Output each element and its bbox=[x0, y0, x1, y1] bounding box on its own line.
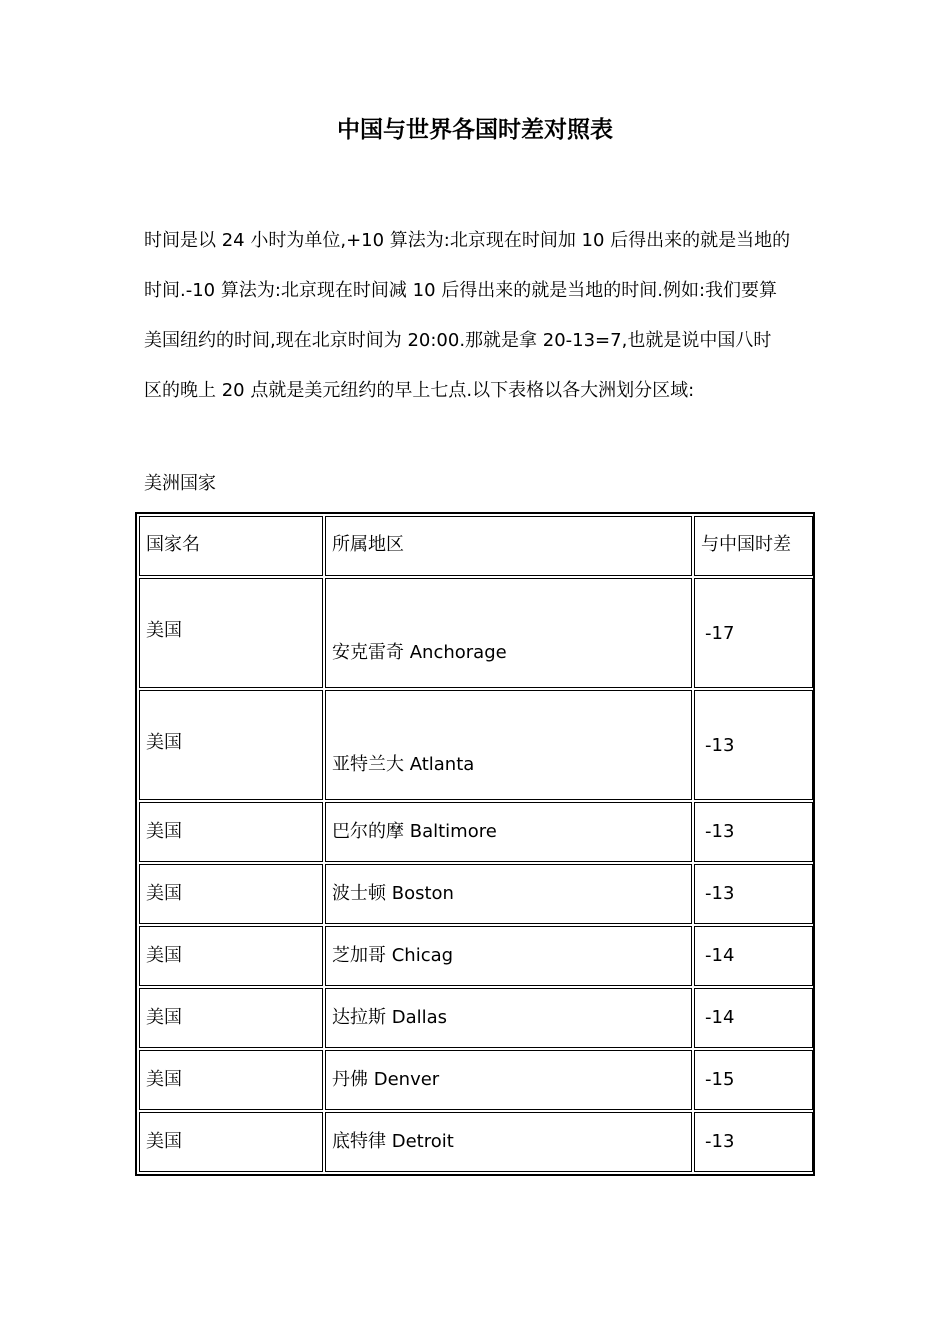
page-title: 中国与世界各国时差对照表 bbox=[337, 117, 613, 143]
header-cell-country: 国家名 bbox=[139, 516, 323, 576]
table-row bbox=[139, 802, 813, 862]
table-row bbox=[139, 926, 813, 986]
intro-paragraph bbox=[144, 216, 812, 416]
cell-country: 美国 bbox=[139, 690, 323, 800]
cell-diff: -14 bbox=[694, 926, 813, 986]
cell-diff: -13 bbox=[694, 1112, 813, 1172]
cell-country: 美国 bbox=[139, 802, 323, 862]
cell-region: 亚特兰大 Atlanta bbox=[325, 690, 692, 800]
cell-diff: -15 bbox=[694, 1050, 813, 1110]
cell-diff: -13 bbox=[694, 802, 813, 862]
cell-region: 底特律 Detroit bbox=[325, 1112, 692, 1172]
timezone-table bbox=[137, 514, 815, 1174]
table-row bbox=[139, 988, 813, 1048]
cell-region: 安克雷奇 Anchorage bbox=[325, 578, 692, 688]
timezone-table-frame bbox=[135, 512, 815, 1176]
cell-diff: -13 bbox=[694, 864, 813, 924]
cell-country: 美国 bbox=[139, 864, 323, 924]
cell-diff: -13 bbox=[694, 690, 813, 800]
header-cell-diff: 与中国时差 bbox=[694, 516, 813, 576]
cell-diff: -14 bbox=[694, 988, 813, 1048]
table-row bbox=[139, 578, 813, 688]
cell-region: 丹佛 Denver bbox=[325, 1050, 692, 1110]
cell-region: 巴尔的摩 Baltimore bbox=[325, 802, 692, 862]
cell-region: 芝加哥 Chicag bbox=[325, 926, 692, 986]
cell-country: 美国 bbox=[139, 988, 323, 1048]
table-row bbox=[139, 690, 813, 800]
table-row bbox=[139, 1112, 813, 1172]
section-heading: 美洲国家 bbox=[144, 473, 216, 494]
cell-region: 达拉斯 Dallas bbox=[325, 988, 692, 1048]
table-row bbox=[139, 1050, 813, 1110]
header-cell-region: 所属地区 bbox=[325, 516, 692, 576]
table-row bbox=[139, 864, 813, 924]
cell-country: 美国 bbox=[139, 926, 323, 986]
intro-line: 美国纽约的时间,现在北京时间为 20:00.那就是拿 20-13=7,也就是说中国八时 bbox=[144, 330, 772, 351]
cell-diff: -17 bbox=[694, 578, 813, 688]
intro-line: 区的晚上 20 点就是美元纽约的早上七点.以下表格以各大洲划分区域: bbox=[144, 380, 695, 401]
cell-country: 美国 bbox=[139, 578, 323, 688]
table-header-row bbox=[139, 516, 813, 576]
cell-region: 波士顿 Boston bbox=[325, 864, 692, 924]
intro-line: 时间是以 24 小时为单位,+10 算法为:北京现在时间加 10 后得出来的就是当地的 bbox=[144, 230, 791, 251]
intro-line: 时间.-10 算法为:北京现在时间减 10 后得出来的就是当地的时间.例如:我们要算 bbox=[144, 280, 778, 301]
cell-country: 美国 bbox=[139, 1050, 323, 1110]
cell-country: 美国 bbox=[139, 1112, 323, 1172]
